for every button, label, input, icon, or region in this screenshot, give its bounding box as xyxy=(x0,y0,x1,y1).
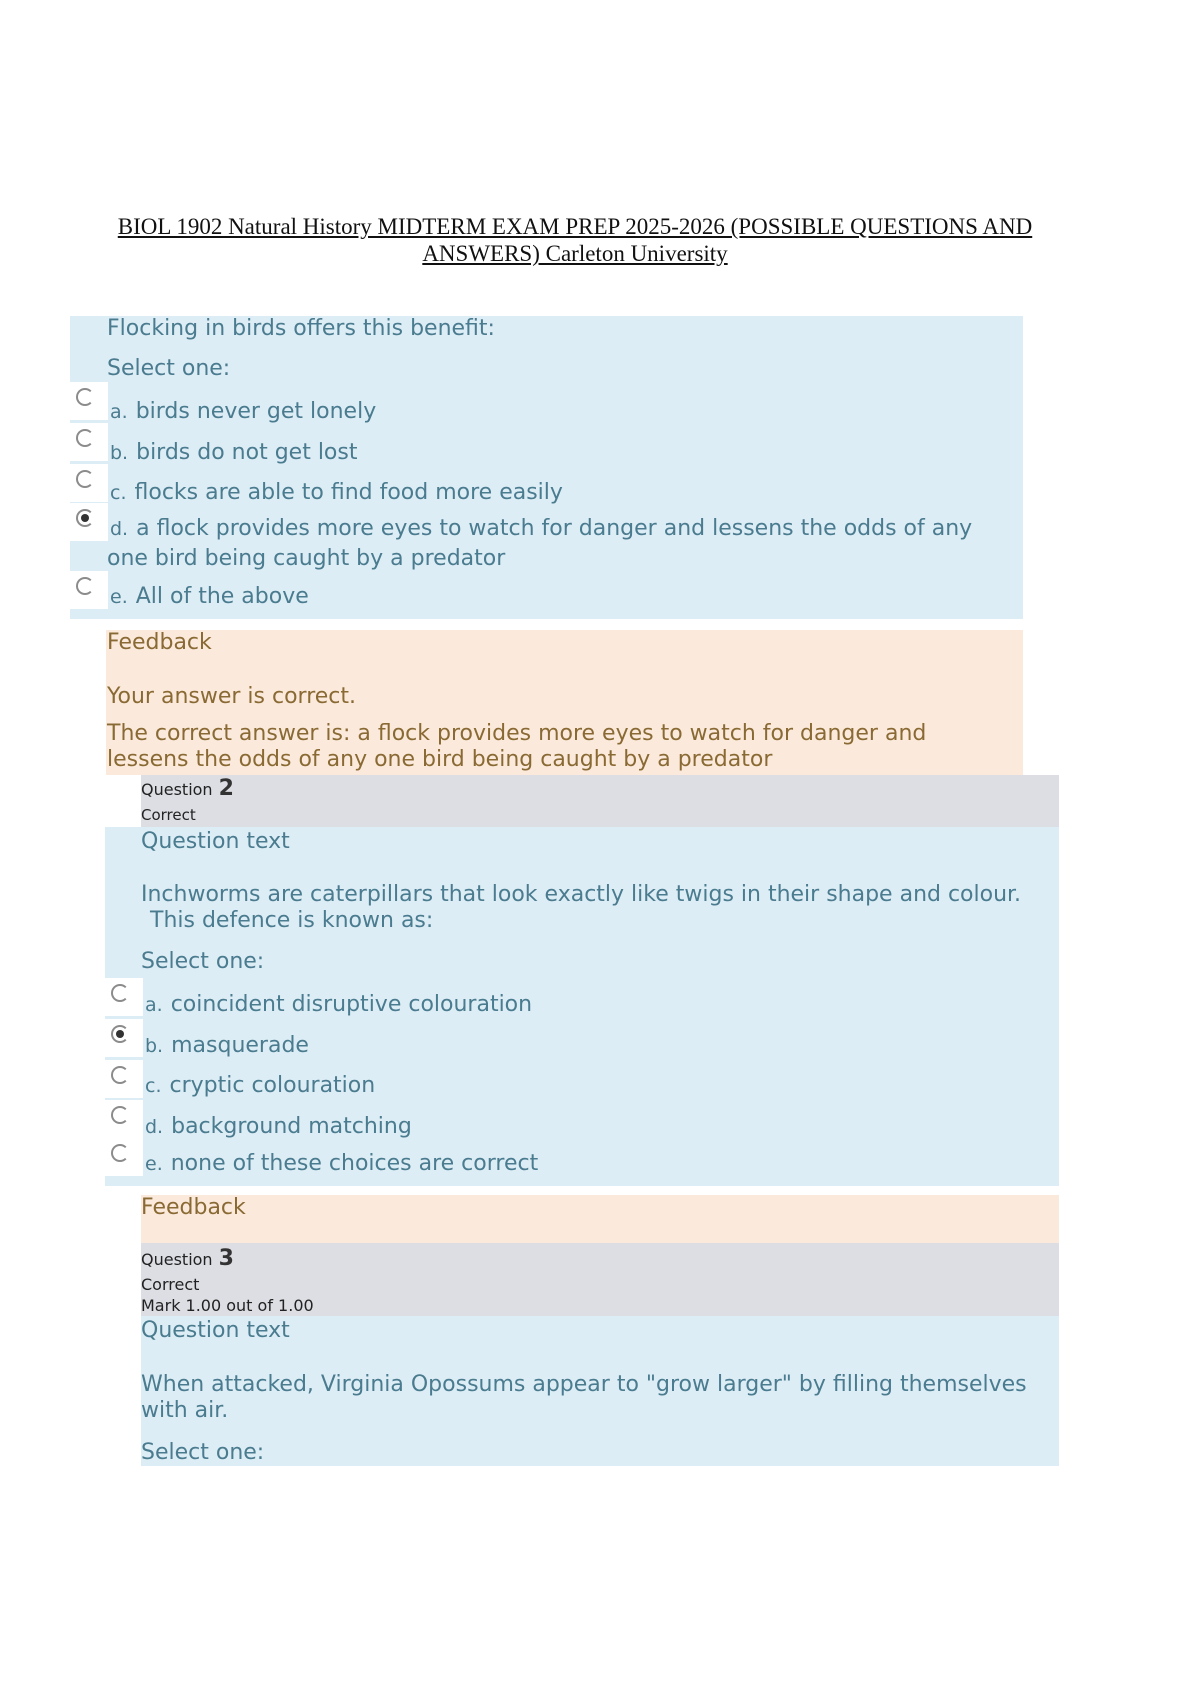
radio-icon xyxy=(76,470,94,488)
question-2-text-line-2: This defence is known as: xyxy=(150,908,434,933)
question-1-option-e[interactable]: e. All of the above xyxy=(110,584,309,609)
question-1-option-a-radio[interactable] xyxy=(70,382,108,420)
question-3-select-label: Select one: xyxy=(141,1440,265,1465)
question-2-option-a[interactable]: a. coincident disruptive colouration xyxy=(145,992,533,1017)
question-2-option-c-radio[interactable] xyxy=(105,1060,143,1098)
question-3-text xyxy=(141,1372,1027,1424)
question-1-feedback-answer-line-1: The correct answer is: a flock provides more eyes to watch for danger and xyxy=(107,721,927,746)
question-1-select-label: Select one: xyxy=(107,356,231,381)
document-title-line-1: BIOL 1902 Natural History MIDTERM EXAM PREP 2025-2026 (POSSIBLE QUESTIONS AND xyxy=(117,214,1033,239)
question-1-option-b[interactable]: b. birds do not get lost xyxy=(110,440,358,465)
question-2-text xyxy=(141,882,1021,934)
question-2-heading: Question text xyxy=(141,829,290,854)
question-3-text-line-2: with air. xyxy=(141,1398,229,1423)
question-3-heading: Question text xyxy=(141,1318,290,1343)
question-1-option-d-continued: one bird being caught by a predator xyxy=(107,546,506,571)
question-3-label: Question 3 xyxy=(141,1246,234,1271)
radio-icon xyxy=(111,1066,129,1084)
question-3-status: Correct xyxy=(141,1275,200,1294)
question-2-status: Correct xyxy=(141,806,196,824)
radio-icon xyxy=(111,1144,129,1162)
question-2-info xyxy=(141,775,1059,827)
question-1-option-b-radio[interactable] xyxy=(70,423,108,461)
document-title-line-2: ANSWERS) Carleton University xyxy=(422,241,728,266)
question-1-option-e-radio[interactable] xyxy=(70,571,108,609)
question-1-option-d[interactable]: d. a flock provides more eyes to watch for danger and lessens the odds of any xyxy=(110,516,973,541)
question-2-text-line-1: Inchworms are caterpillars that look exactly like twigs in their shape and colour. xyxy=(141,882,1022,907)
question-1-option-d-radio[interactable] xyxy=(70,503,108,541)
question-2-feedback xyxy=(141,1195,1059,1243)
radio-icon xyxy=(76,388,94,406)
question-1-feedback-label: Feedback xyxy=(107,630,212,655)
question-1-option-c-radio[interactable] xyxy=(70,464,108,502)
radio-selected-icon xyxy=(76,509,94,527)
question-3-mark: Mark 1.00 out of 1.00 xyxy=(141,1296,314,1315)
radio-icon xyxy=(76,429,94,447)
question-2-option-e[interactable]: e. none of these choices are correct xyxy=(145,1151,539,1176)
question-1-feedback-answer-line-2: lessens the odds of any one bird being caught by a predator xyxy=(107,747,773,772)
radio-selected-icon xyxy=(111,1025,129,1043)
question-2-option-e-radio[interactable] xyxy=(105,1138,143,1176)
question-2-select-label: Select one: xyxy=(141,949,265,974)
question-2-feedback-label: Feedback xyxy=(141,1195,246,1220)
question-2-option-b-radio[interactable] xyxy=(105,1019,143,1057)
question-1-option-c[interactable]: c. flocks are able to find food more easily xyxy=(110,480,563,505)
question-1-feedback-result: Your answer is correct. xyxy=(107,684,357,709)
radio-icon xyxy=(76,577,94,595)
question-1-text: Flocking in birds offers this benefit: xyxy=(107,316,495,341)
radio-icon xyxy=(111,1106,129,1124)
question-2-label: Question 2 xyxy=(141,776,234,801)
question-2-number: 2 xyxy=(218,776,234,801)
question-3-number: 3 xyxy=(218,1246,234,1271)
radio-icon xyxy=(111,984,129,1002)
document-title xyxy=(80,213,1070,267)
question-3-text-line-1: When attacked, Virginia Opossums appear to "grow larger" by filling themselves xyxy=(141,1372,1027,1397)
question-2-option-d[interactable]: d. background matching xyxy=(145,1114,412,1139)
question-2-option-b[interactable]: b. masquerade xyxy=(145,1033,309,1058)
question-2-option-c[interactable]: c. cryptic colouration xyxy=(145,1073,376,1098)
question-1-option-a[interactable]: a. birds never get lonely xyxy=(110,399,377,424)
question-2-option-a-radio[interactable] xyxy=(105,978,143,1016)
question-2-option-d-radio[interactable] xyxy=(105,1100,143,1138)
question-1-feedback-answer xyxy=(107,721,926,773)
